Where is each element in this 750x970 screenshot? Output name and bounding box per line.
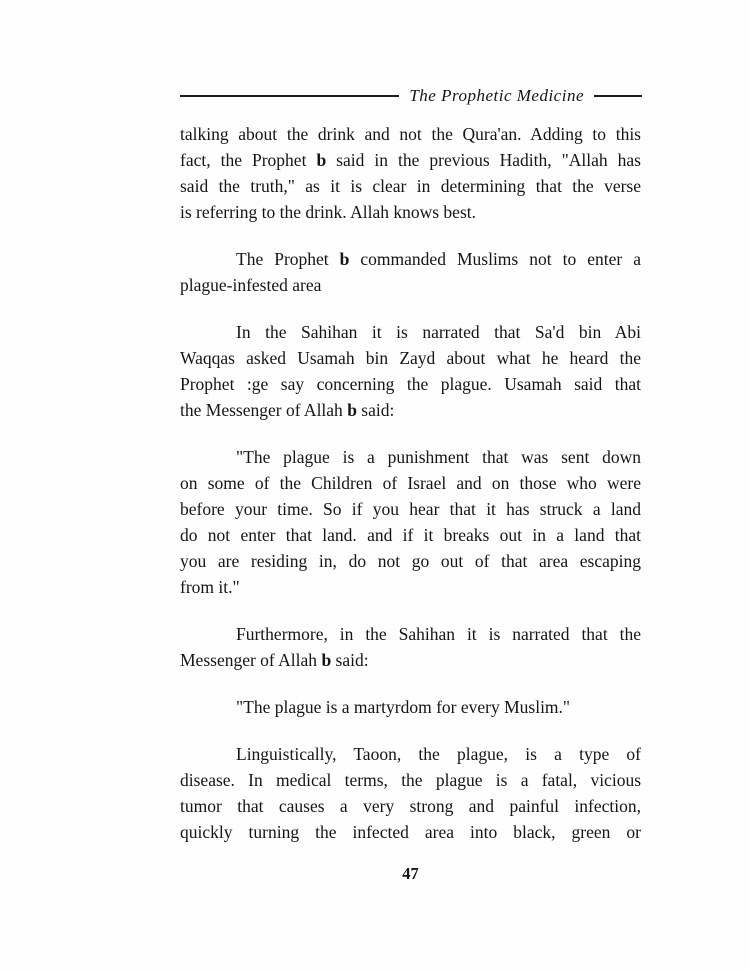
text-run: Linguistically, Taoon, the plague, is a type of [236, 744, 641, 764]
text-line [180, 397, 641, 423]
text-run: you are residing in, do not go out of that area escaping [180, 551, 641, 571]
paragraph [180, 741, 641, 845]
text-run: the Messenger of Allah [180, 400, 348, 420]
page-title: The Prophetic Medicine [409, 86, 584, 105]
header-rule-left [180, 95, 399, 97]
text-line [180, 470, 641, 496]
text-run: said: [331, 650, 369, 670]
text-line [180, 496, 641, 522]
text-line [180, 444, 641, 470]
text-run: before your time. So if you hear that it has struck a land [180, 499, 641, 519]
text-line [180, 548, 641, 574]
text-line [180, 121, 641, 147]
text-line [180, 319, 641, 345]
text-run: from it." [180, 577, 240, 597]
text-run: Waqqas asked Usamah bin Zayd about what he heard the [180, 348, 641, 368]
text-run: The Prophet [236, 249, 340, 269]
text-run: on some of the Children of Israel and on those who were [180, 473, 641, 493]
paragraph [180, 621, 641, 673]
text-line [180, 173, 641, 199]
page-body [180, 121, 641, 866]
text-run: said the truth," as it is clear in determining that the verse [180, 176, 641, 196]
bold-symbol: b [339, 249, 350, 269]
text-run: quickly turning the infected area into black, green or [180, 822, 641, 842]
bold-symbol: b [321, 650, 332, 670]
text-run: "The plague is a martyrdom for every Muslim." [236, 697, 571, 717]
text-line [180, 621, 641, 647]
paragraph [180, 319, 641, 423]
text-run: In the Sahihan it is narrated that Sa'd bin Abi [236, 322, 641, 342]
text-run: "The plague is a punishment that was sent down [236, 447, 641, 467]
page-header [180, 86, 642, 106]
text-run: Prophet :ge say concerning the plague. Usamah said that [180, 374, 641, 394]
text-line [180, 647, 641, 673]
text-line [180, 272, 641, 298]
text-line [180, 819, 641, 845]
text-run: disease. In medical terms, the plague is a fatal, vicious [180, 770, 641, 790]
header-rule-right [594, 95, 642, 97]
paragraph [180, 246, 641, 298]
text-run: Messenger of Allah [180, 650, 322, 670]
text-run: said: [356, 400, 395, 420]
text-line [180, 246, 641, 272]
text-line [180, 345, 641, 371]
text-run: talking about the drink and not the Qura'an. Adding to this [180, 124, 641, 144]
text-run: commanded Muslims not to enter a [349, 249, 641, 269]
text-line [180, 793, 641, 819]
text-line [180, 767, 641, 793]
text-run: fact, the Prophet [180, 150, 317, 170]
text-run: said in the previous Hadith, "Allah has [326, 150, 641, 170]
text-run: plague-infested area [180, 275, 322, 295]
bold-symbol: b [316, 150, 327, 170]
page-number: 47 [402, 864, 419, 883]
paragraph [180, 121, 641, 225]
text-line [180, 147, 641, 173]
text-line [180, 522, 641, 548]
text-run: is referring to the drink. Allah knows best. [180, 202, 476, 222]
paragraph [180, 444, 641, 600]
text-run: tumor that causes a very strong and painful infection, [180, 796, 641, 816]
text-run: Furthermore, in the Sahihan it is narrated that the [236, 624, 641, 644]
text-line [180, 694, 641, 720]
bold-symbol: b [347, 400, 357, 420]
text-line [180, 199, 641, 225]
text-run: do not enter that land. and if it breaks out in a land that [180, 525, 641, 545]
text-line [180, 741, 641, 767]
paragraph [180, 694, 641, 720]
text-line [180, 371, 641, 397]
text-line [180, 574, 641, 600]
